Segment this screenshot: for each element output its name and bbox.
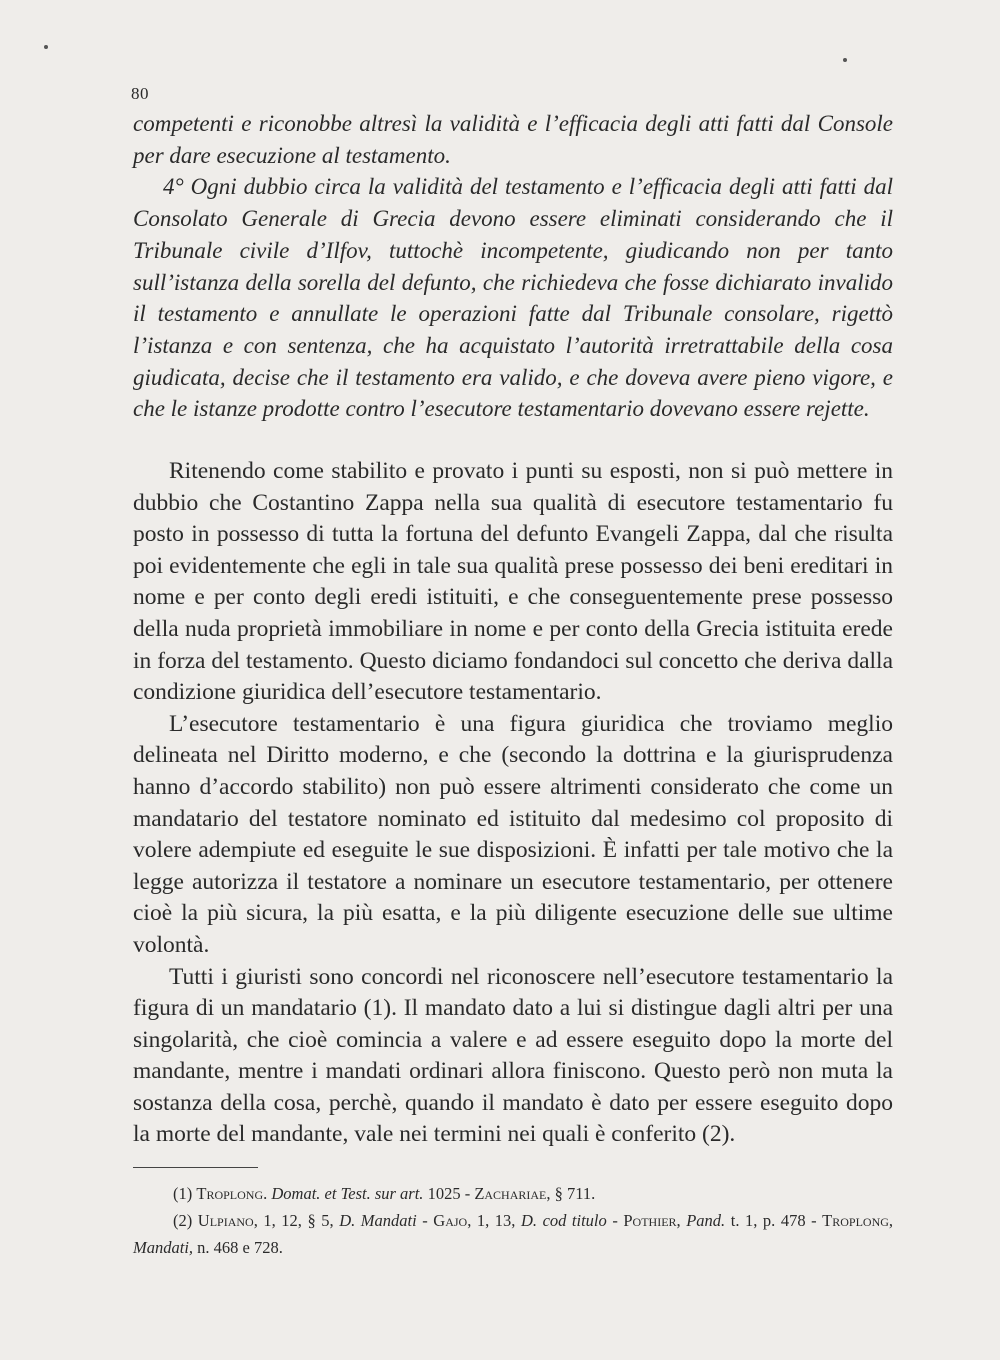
footnote-separator [133,1167,258,1168]
italic-quotation [133,108,893,425]
body-paragraph: L’esecutore testamentario è una figura giuridica che troviamo meglio delineata nel Diritto moderno, e che (secondo la dottrina e la giurisprudenza hanno d’accordo stabilito) non può essere altrimenti considerato che come un mandatario del testatore nominato ed istituito dal medesimo col proposito di volere adempiute ed eseguite le sue disposizioni. È infatti per tale motivo che la legge autorizza il testatore a nominare un esecutore testamentario, per ottenere cioè la più sicura, la più esatta, e la più diligente esecuzione delle sue ultime volontà. [133,710,893,958]
footnotes [133,1180,893,1261]
paper-speck [44,45,48,49]
footnote-text: - [612,1211,618,1230]
italic-paragraph: 4° Ogni dubbio circa la validità del testamento e l’efficacia degli atti fatti dal Consolato Generale di Grecia devono essere eliminati considerando che il Tribunale civile d’Ilfov, tuttochè incompetente, giudicando non per tanto sull’istanza della sorella del defunto, che richiedeva che fosse dichiarato invalido il testamento e annullate le operazioni fatte dal Tribunale consolare, rigettò l’istanza e con sentenza, che ha acquistato l’autorità irretrattabile della cosa giudicata, decise che il testamento era valido, e che doveva avere pieno vigore, e che le istanze prodotte contro l’esecutore testamentario dovevano essere rejette. [133,174,893,422]
footnote-work: Mandati, [133,1238,194,1257]
footnote-text: - [422,1211,428,1230]
footnote-work: D. cod titulo [520,1211,607,1230]
footnote-text: t. 1, p. 478 - [730,1211,817,1230]
footnote-text: 1, 13, [476,1211,516,1230]
footnote-text: § 711. [554,1184,596,1203]
footnote-author: Troplong, [822,1211,894,1230]
footnote-text: 1025 - [427,1184,471,1203]
footnote-work: Pand. [686,1211,726,1230]
footnote-marker: (1) [173,1184,193,1203]
footnote-text: n. 468 e 728. [197,1238,283,1257]
page-number: 80 [131,84,149,103]
footnote-author: Ulpiano, [197,1211,258,1230]
footnote-author: Troplong. [196,1184,268,1203]
footnote-2 [133,1207,893,1261]
footnote-marker: (2) [173,1211,193,1230]
footnote-work: Domat. et Test. sur art. [271,1184,424,1203]
body-paragraph: Tutti i giuristi sono concordi nel riconoscere nell’esecutore testamentario la figura di un mandatario (1). Il mandato dato a lui si distingue dagli altri per una singolarità, che cioè comincia a valere e ad essere eseguito dopo la morte del mandante, mentre i mandati ordinari allora finiscono. Questo però non muta la sostanza della cosa, perchè, quando il mandato è dato per essere eseguito dopo la morte del mandante, vale nei termini nei quali è conferito (2). [133,963,893,1148]
footnote-author: Pothier, [623,1211,681,1230]
body-paragraph: Ritenendo come stabilito e provato i punti su esposti, non si può mettere in dubbio che Costantino Zappa nella sua qualità di esecutore testamentario fu posto in possesso di tutta la fortuna del defunto Evangeli Zappa, dal che risulta poi evidentemente che egli in tale sua qualità prese possesso dei beni ereditari in nome e per conto degli eredi istituiti, e che conseguentemente prese possesso della nuda proprietà immobiliare in nome e per conto della Grecia istituita erede in forza del testamento. Questo diciamo fondandoci sul concetto che deriva dalla condizione giuridica dell’esecutore testamentario. [133,458,893,706]
body-text [133,456,893,1151]
footnote-1 [133,1180,893,1207]
footnote-author: Zachariae, [474,1184,551,1203]
italic-paragraph: competenti e riconobbe altresì la validità e l’efficacia degli atti fatti dal Console per dare esecuzione al testamento. [133,111,893,168]
footnote-author: Gajo, [433,1211,472,1230]
footnote-work: D. Mandati [339,1211,417,1230]
footnote-text: 1, 12, § 5, [263,1211,334,1230]
paper-speck [843,58,847,62]
